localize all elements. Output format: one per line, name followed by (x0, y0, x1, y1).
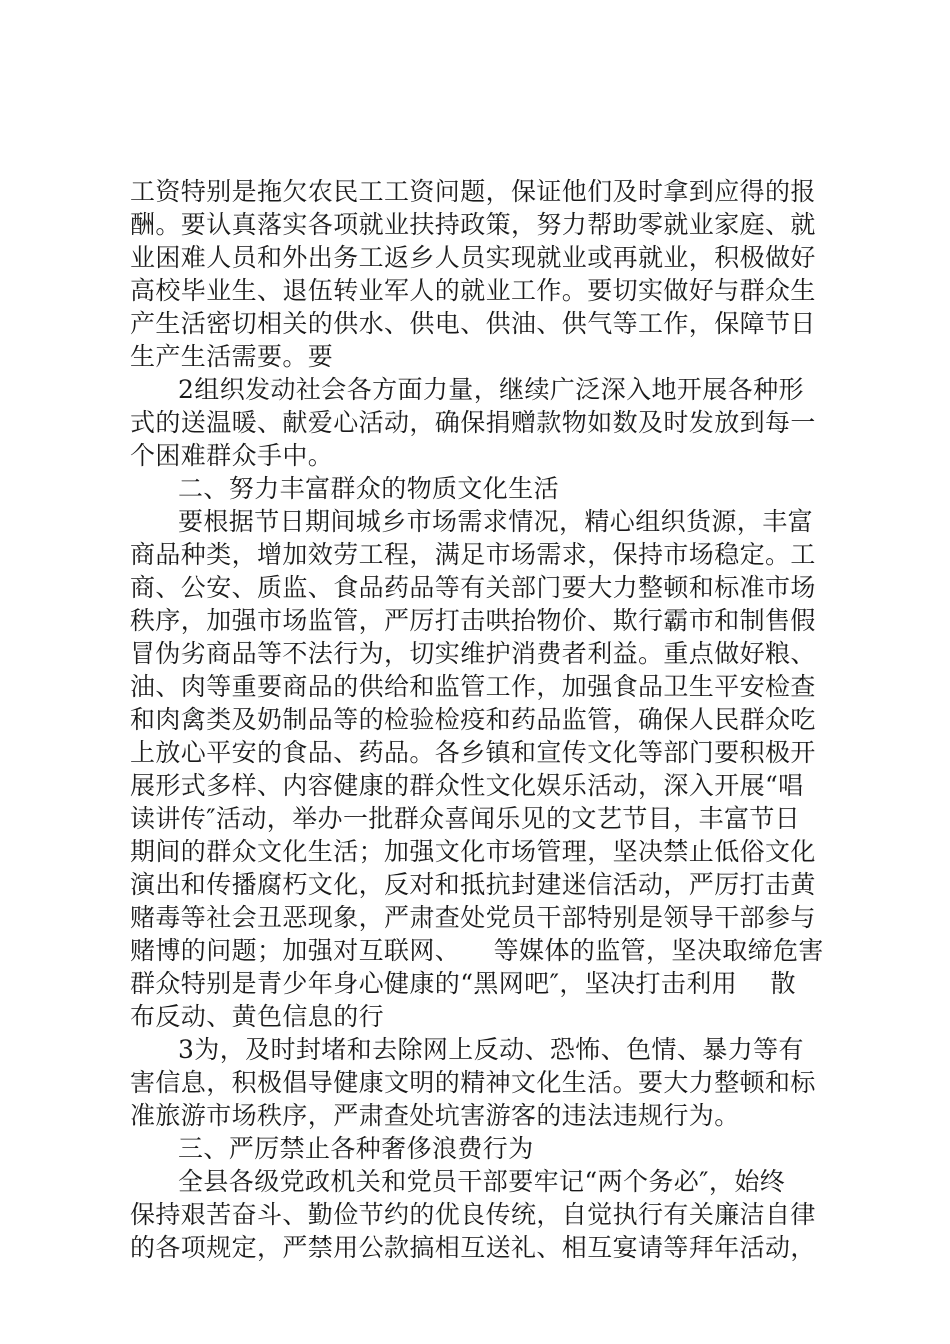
text-line: 赌毒等社会丑恶现象，严肃查处党员干部特别是领导干部参与 (130, 903, 816, 932)
text-line: 害信息，积极倡导健康文明的精神文化生活。要大力整顿和标 (130, 1068, 816, 1097)
text-line: 冒伪劣商品等不法行为，切实维护消费者利益。重点做好粮、 (130, 639, 816, 668)
section-heading: 三、严厉禁止各种奢侈浪费行为 (178, 1134, 534, 1163)
document-body (130, 175, 830, 1264)
text-line: 和肉禽类及奶制品等的检验检疫和药品监管，确保人民群众吃 (130, 705, 816, 734)
text-line: 读讲传″活动，举办一批群众喜闻乐见的文艺节目，丰富节日 (130, 804, 801, 833)
text-line: 业困难人员和外出务工返乡人员实现就业或再就业，积极做好 (130, 243, 816, 272)
paragraph-start-line: 全县各级党政机关和党员干部要牢记“两个务必″，始终 (178, 1167, 786, 1196)
text-line: 准旅游市场秩序，严肃查处坑害游客的违法违规行为。 (130, 1101, 740, 1130)
text-line: 布反动、黄色信息的行 (130, 1002, 385, 1031)
text-line: 工资特别是拖欠农民工工资问题，保证他们及时拿到应得的报 (130, 177, 816, 206)
text-line: 的各项规定，严禁用公款搞相互送礼、相互宴请等拜年活动， (130, 1233, 816, 1262)
text-line: 产生活密切相关的供水、供电、供油、供气等工作，保障节日 (130, 309, 816, 338)
paragraph-start-line: 3为，及时封堵和去除网上反动、恐怖、色情、暴力等有 (178, 1035, 804, 1064)
text-line: 生产生活需要。要 (130, 342, 334, 371)
text-line: 油、肉等重要商品的供给和监管工作，加强食品卫生平安检查 (130, 672, 816, 701)
text-line: 群众特别是青少年身心健康的“黑网吧″，坚决打击利用 散 (130, 969, 796, 998)
text-line: 个困难群众手中。 (130, 441, 334, 470)
text-line: 上放心平安的食品、药品。各乡镇和宣传文化等部门要积极开 (130, 738, 816, 767)
text-line: 式的送温暖、献爱心活动，确保捐赠款物如数及时发放到每一 (130, 408, 816, 437)
paragraph-start-line: 要根据节日期间城乡市场需求情况，精心组织货源，丰富 (178, 507, 814, 536)
text-line: 赌博的问题；加强对互联网、 等媒体的监管，坚决取缔危害 (130, 936, 824, 965)
text-line: 酬。要认真落实各项就业扶持政策，努力帮助零就业家庭、就 (130, 210, 816, 239)
section-heading: 二、努力丰富群众的物质文化生活 (178, 474, 560, 503)
text-line: 演出和传播腐朽文化，反对和抵抗封建迷信活动，严厉打击黄 (130, 870, 816, 899)
text-line: 期间的群众文化生活；加强文化市场管理，坚决禁止低俗文化 (130, 837, 816, 866)
text-line: 商品种类，增加效劳工程，满足市场需求，保持市场稳定。工 (130, 540, 816, 569)
text-line: 秩序，加强市场监管，严厉打击哄抬物价、欺行霸市和制售假 (130, 606, 816, 635)
text-line: 商、公安、质监、食品药品等有关部门要大力整顿和标准市场 (130, 573, 816, 602)
text-line: 保持艰苦奋斗、勤俭节约的优良传统，自觉执行有关廉洁自律 (130, 1200, 816, 1229)
paragraph-start-line: 2组织发动社会各方面力量，继续广泛深入地开展各种形 (178, 375, 804, 404)
text-line: 高校毕业生、退伍转业军人的就业工作。要切实做好与群众生 (130, 276, 816, 305)
text-line: 展形式多样、内容健康的群众性文化娱乐活动，深入开展“唱 (130, 771, 804, 800)
